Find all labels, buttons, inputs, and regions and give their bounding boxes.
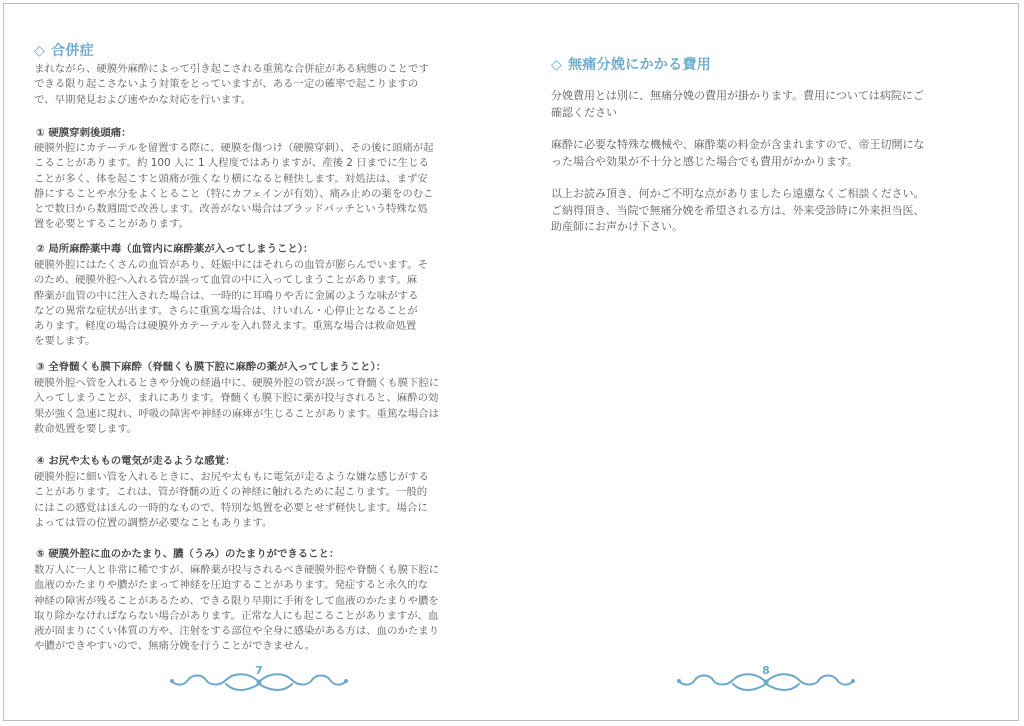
cost-paragraph-1: 分娩費用とは別に、無痛分娩の費用が掛かります。費用については病院にご 確認ください <box>551 89 924 119</box>
item-body-4: 硬膜外腔に細い管を入れるときに、お尻や太ももに電気が走るような嫌な感じがする ことがあります。これは、管が脊髄の近くの神経に触れるために起こります。一般的 にはこの感覚はほんの一時的なもので、特別な処置を必要とせず軽快します。場合に よっては管の位置の調整が必要なこともあります。 <box>34 471 429 529</box>
page-footer-7 <box>164 664 354 694</box>
item-body-1: 硬膜外腔にカテーテルを留置する際に、硬膜を傷つけ（硬膜穿刺）、その後に頭痛が起 こることがあります。約 100 人に 1 人程度ではありますが、産後 2 日までに生じる ことが多く、体を起こすと頭痛が強くなり横になると軽快します。対処法は、まず安 静にすることや水分をよくとること（特にカフェインが有効）、痛み止めの薬をのむこ とで数日から数週間で改善します。改善がない場合はブラッドパッチという特殊な処 置を必要とすることがあります。 <box>34 142 434 231</box>
item-body-5: 数万人に一人と非常に稀ですが、麻酔薬が投与されるべき硬膜外腔や脊髄くも膜下腔に 血液のかたまりや膿がたまって神経を圧迫することがあります。発症すると永久的な 神経の障害が残ることがあるため、できる限り早期に手術をして血液のかたまりや膿を 取り除かなければならない場合があります。正常な人にも起こることがありますが、血 液が固まりにくい体質の方や、注射をする部位や全身に感染がある方は、血のかたまり や膿ができやすいので、無痛分娩を行うことができません。 <box>34 564 440 653</box>
right-page <box>511 4 1020 720</box>
page-number: 7 <box>255 664 263 677</box>
item-heading-2: ② 局所麻酔薬中毒（血管内に麻酔薬が入ってしまうこと）： <box>36 243 314 255</box>
cost-paragraph-2: 麻酔に必要な特殊な機械や、麻酔薬の料金が含まれますので、帝王切開にな った場合や効果が不十分と感じた場合でも費用がかかります。 <box>551 138 925 168</box>
diamond-icon: ◇ <box>34 43 46 59</box>
item-body-3: 硬膜外腔へ管を入れるときや分娩の経過中に、硬膜外腔の管が誤って脊髄くも膜下腔に 入ってしまうことが、まれにあります。脊髄くも膜下腔に薬が投与されると、麻酔の効 果が強く急速に現れ、呼吸の障害や神経の麻痺が生じることがあります。重篤な場合は 救命処置を要します。 <box>34 377 440 435</box>
item-heading-1: ① 硬膜穿刺後頭痛： <box>36 127 132 139</box>
booklet-spread <box>3 3 1019 721</box>
item-heading-3: ③ 全脊髄くも膜下麻酔（脊髄くも膜下腔に麻酔の薬が入ってしまうこと）： <box>36 361 387 373</box>
page-number: 8 <box>762 664 770 677</box>
diamond-icon: ◇ <box>551 57 563 73</box>
page-footer-8 <box>671 664 861 694</box>
left-page <box>4 4 511 720</box>
item-body-2: 硬膜外腔にはたくさんの血管があり、妊娠中にはそれらの血管が膨らんでいます。そ のため、硬膜外腔へ入れる管が誤って血管の中に入ってしまうことがあります。麻 酔薬が血管の中に注入された場合は、一時的に耳鳴りや舌に金属のような味がする などの異常な症状が出ます。さらに重篤な場合は、けいれん・心停止となることが あります。軽度の場合は硬膜外カテーテルを入れ替えます。重篤な場合は救命処置 を要します。 <box>34 259 429 348</box>
section-title-complications: ◇ 合併症 <box>34 43 94 59</box>
section-title-costs: ◇ 無痛分娩にかかる費用 <box>551 57 712 73</box>
item-heading-5: ⑤ 硬膜外腔に血のかたまり、膿（うみ）のたまりができること： <box>36 548 340 560</box>
cost-paragraph-3: 以上お読み頂き、何かご不明な点がありましたら遠慮なくご相談ください。 ご納得頂き、当院で無痛分娩を希望される方は、外来受診時に外来担当医、 助産師にお声かけ下さい。 <box>551 187 925 233</box>
item-heading-4: ④ お尻や太ももの電気が走るような感覚： <box>36 455 236 467</box>
intro-paragraph: まれながら、硬膜外麻酔によって引き起こされる重篤な合併症がある病態のことです できる限り起こさないよう対策をとっていますが、ある一定の確率で起こりますの で、早期発見および速やかな対応を行います。 <box>34 63 429 106</box>
